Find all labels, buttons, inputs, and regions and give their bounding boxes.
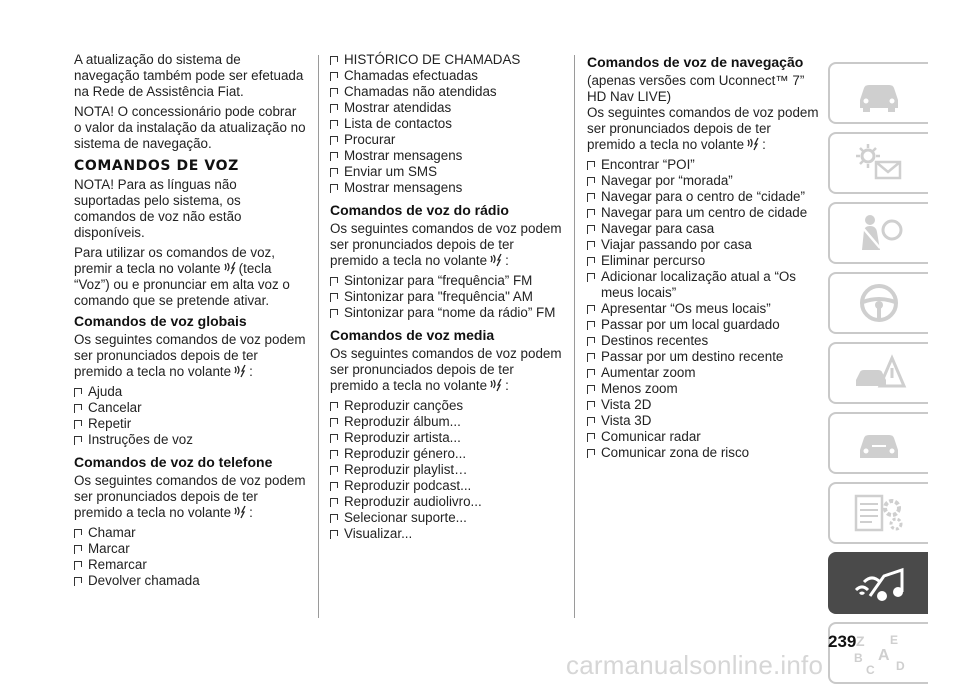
paragraph — [587, 105, 819, 153]
voice-button-icon — [223, 261, 237, 275]
list-item — [587, 413, 819, 429]
list-item — [74, 432, 306, 448]
list-item — [587, 253, 819, 269]
list-item-text: Chamar — [88, 525, 136, 540]
list-item-text: Visualizar... — [344, 526, 413, 541]
road-emergency-icon — [850, 350, 908, 396]
gear-data-icon — [850, 490, 908, 536]
list-item — [587, 173, 819, 189]
bullet-icon — [330, 402, 338, 408]
list-item — [587, 205, 819, 221]
colon: : — [249, 505, 253, 520]
list-item — [74, 541, 306, 557]
list-item-text: Menos zoom — [601, 381, 678, 396]
list-item-text: Navegar para o centro de “cidade” — [601, 189, 805, 204]
page-number: 239 — [828, 632, 857, 651]
list-item-text: Viajar passando por casa — [601, 237, 752, 252]
paragraph: A atualização do sistema de navegação também pode ser efetuada na Rede de Assistência Fiat. — [74, 52, 304, 99]
voice-button-icon — [233, 505, 247, 519]
list-item — [587, 157, 819, 173]
list-item — [330, 180, 565, 196]
command-list-radio — [330, 273, 565, 321]
command-list-phone-continued — [330, 52, 565, 196]
tab-emergency[interactable] — [828, 342, 928, 404]
bullet-icon — [587, 321, 595, 327]
list-item-text: Devolver chamada — [88, 573, 200, 588]
list-item-text: Lista de contactos — [344, 116, 452, 131]
list-item-text: Reproduzir álbum... — [344, 414, 461, 429]
list-item-text: Chamadas não atendidas — [344, 84, 497, 99]
list-item — [587, 317, 819, 333]
bullet-icon — [330, 152, 338, 158]
paragraph — [330, 221, 565, 269]
list-item — [330, 398, 565, 414]
list-item — [587, 429, 819, 445]
paragraph: (apenas versões com Uconnect™ 7” HD Nav LIVE) — [587, 73, 805, 104]
bullet-icon — [587, 193, 595, 199]
steering-wheel-icon — [850, 280, 908, 326]
bullet-icon — [587, 353, 595, 359]
list-item — [587, 333, 819, 349]
list-item — [330, 526, 565, 542]
command-list-media — [330, 398, 565, 542]
text: Os seguintes comandos de voz podem ser pronunciados depois de ter premido a tecla no volante — [74, 332, 306, 379]
column-1 — [74, 52, 306, 595]
bullet-icon — [330, 168, 338, 174]
multimedia-icon — [850, 560, 908, 606]
list-item-text: Mostrar mensagens — [344, 148, 463, 163]
bullet-icon — [587, 161, 595, 167]
bullet-icon — [587, 369, 595, 375]
command-list-phone — [74, 525, 306, 589]
list-item-text: Destinos recentes — [601, 333, 709, 348]
bullet-icon — [587, 433, 595, 439]
bullet-icon — [330, 104, 338, 110]
list-item — [587, 237, 819, 253]
list-item-text: Vista 2D — [601, 397, 652, 412]
list-item — [330, 84, 565, 100]
list-item — [330, 430, 565, 446]
bullet-icon — [587, 225, 595, 231]
index-letter: B — [854, 651, 863, 665]
car-maintenance-icon — [850, 420, 908, 466]
list-item-text: Apresentar “Os meus locais” — [601, 301, 771, 316]
bullet-icon — [74, 561, 82, 567]
paragraph — [74, 245, 306, 309]
list-item — [330, 273, 565, 289]
voice-button-icon — [746, 137, 760, 151]
list-item-text: Instruções de voz — [88, 432, 193, 447]
colon: : — [505, 253, 509, 268]
bullet-icon — [330, 72, 338, 78]
column-2 — [330, 52, 565, 548]
list-item-text: Mostrar mensagens — [344, 180, 463, 195]
bullet-icon — [74, 577, 82, 583]
chapter-tabs — [828, 62, 932, 692]
bullet-icon — [74, 388, 82, 394]
list-item — [74, 557, 306, 573]
list-item-text: Navegar por “morada” — [601, 173, 733, 188]
subsection-heading-radio: Comandos de voz do rádio — [330, 202, 509, 218]
list-item — [587, 381, 819, 397]
voice-button-icon — [489, 378, 503, 392]
list-item — [330, 148, 565, 164]
bullet-icon — [74, 436, 82, 442]
list-item — [330, 100, 565, 116]
bullet-icon — [74, 404, 82, 410]
bullet-icon — [74, 545, 82, 551]
bullet-icon — [587, 401, 595, 407]
list-item-text: Aumentar zoom — [601, 365, 696, 380]
bullet-icon — [587, 209, 595, 215]
list-item — [74, 384, 306, 400]
list-item-text: Passar por um destino recente — [601, 349, 784, 364]
list-item — [330, 462, 565, 478]
paragraph: NOTA! Para as línguas não suportadas pelo sistema, os comandos de voz não estão disponíveis. — [74, 177, 242, 240]
bullet-icon — [330, 88, 338, 94]
list-item-text: Reproduzir audiolivro... — [344, 494, 482, 509]
tab-starting-driving[interactable] — [828, 272, 928, 334]
bullet-icon — [587, 417, 595, 423]
list-item-text: Mostrar atendidas — [344, 100, 452, 115]
list-item — [587, 221, 819, 237]
index-letters-icon — [850, 630, 908, 676]
bullet-icon — [587, 241, 595, 247]
voice-button-icon — [233, 364, 247, 378]
list-item — [330, 510, 565, 526]
list-item — [330, 132, 565, 148]
bullet-icon — [587, 337, 595, 343]
list-item — [330, 305, 565, 321]
paragraph: NOTA! O concessionário pode cobrar o valor da instalação da atualização no sistema de navegação. — [74, 104, 306, 151]
list-item — [330, 116, 565, 132]
list-item-text: Ajuda — [88, 384, 123, 399]
list-item-text: Passar por um local guardado — [601, 317, 780, 332]
bullet-icon — [587, 177, 595, 183]
list-item-text: Procurar — [344, 132, 396, 147]
list-item — [330, 68, 565, 84]
paragraph — [74, 473, 306, 521]
subsection-heading-navigation: Comandos de voz de navegação — [587, 54, 804, 70]
text: Os seguintes comandos de voz podem ser pronunciados depois de ter premido a tecla no volante — [330, 221, 562, 268]
bullet-icon — [330, 466, 338, 472]
bullet-icon — [330, 184, 338, 190]
index-letter: E — [890, 633, 899, 647]
list-item — [74, 400, 306, 416]
list-item — [330, 494, 565, 510]
list-item-text: Repetir — [88, 416, 132, 431]
index-letter: C — [866, 663, 875, 676]
list-item — [587, 189, 819, 205]
list-item — [330, 164, 565, 180]
column-divider — [574, 55, 575, 618]
colon: : — [249, 364, 253, 379]
list-item-text: Enviar um SMS — [344, 164, 438, 179]
list-item-text: Remarcar — [88, 557, 147, 572]
tab-safety[interactable] — [828, 202, 928, 264]
index-letter: A — [878, 647, 890, 664]
colon: : — [762, 137, 766, 152]
list-item — [330, 446, 565, 462]
list-item — [330, 478, 565, 494]
list-item — [587, 269, 819, 301]
section-heading-voice-commands: COMANDOS DE VOZ — [74, 158, 239, 174]
paragraph — [74, 332, 306, 380]
dashboard-warning-icon — [850, 140, 908, 186]
tab-multimedia[interactable] — [828, 552, 928, 614]
list-item-text: Reproduzir podcast... — [344, 478, 472, 493]
bullet-icon — [330, 56, 338, 62]
text: Os seguintes comandos de voz podem ser pronunciados depois de ter premido a tecla no volante — [330, 346, 562, 393]
bullet-icon — [587, 273, 595, 279]
car-icon — [850, 70, 908, 116]
command-list-navigation — [587, 157, 819, 461]
bullet-icon — [330, 277, 338, 283]
column-divider — [318, 55, 319, 618]
index-letter: Z — [856, 633, 865, 649]
bullet-icon — [74, 420, 82, 426]
list-item-text: Comunicar radar — [601, 429, 701, 444]
list-item-text: Marcar — [88, 541, 130, 556]
subsection-heading-media: Comandos de voz media — [330, 327, 495, 343]
watermark: carmanualsonline.info — [566, 650, 824, 680]
list-item — [587, 445, 819, 461]
text: Os seguintes comandos de voz podem ser pronunciados depois de ter premido a tecla no volante — [587, 105, 819, 152]
index-letter: D — [896, 659, 905, 673]
bullet-icon — [587, 385, 595, 391]
list-item-text: Navegar para casa — [601, 221, 715, 236]
list-item-text: Comunicar zona de risco — [601, 445, 750, 460]
bullet-icon — [587, 305, 595, 311]
seatbelt-airbag-icon — [850, 210, 908, 256]
list-item-text: Reproduzir playlist… — [344, 462, 468, 477]
colon: : — [505, 378, 509, 393]
paragraph — [330, 346, 565, 394]
text: Para utilizar os comandos de voz, premir a tecla no volante — [74, 245, 275, 276]
list-item — [587, 365, 819, 381]
command-list-global — [74, 384, 306, 448]
list-item — [74, 416, 306, 432]
bullet-icon — [330, 418, 338, 424]
list-item — [74, 525, 306, 541]
tab-technical-data[interactable] — [828, 482, 928, 544]
tab-maintenance[interactable] — [828, 412, 928, 474]
list-item — [587, 301, 819, 317]
list-item — [330, 414, 565, 430]
bullet-icon — [330, 482, 338, 488]
list-item-text: Reproduzir artista... — [344, 430, 461, 445]
text: Os seguintes comandos de voz podem ser pronunciados depois de ter premido a tecla no volante — [74, 473, 306, 520]
bullet-icon — [330, 450, 338, 456]
list-item-text: Sintonizar para "frequência" AM — [344, 289, 533, 304]
tab-dashboard[interactable] — [828, 132, 928, 194]
list-item-text: Selecionar suporte... — [344, 510, 467, 525]
list-item-text: Sintonizar para “frequência” FM — [344, 273, 533, 288]
subsection-heading-phone: Comandos de voz do telefone — [74, 454, 273, 470]
list-item-text: Reproduzir género... — [344, 446, 467, 461]
bullet-icon — [330, 514, 338, 520]
list-item-text: Vista 3D — [601, 413, 652, 428]
list-item-text: HISTÓRICO DE CHAMADAS — [344, 52, 521, 67]
bullet-icon — [330, 309, 338, 315]
subsection-heading-global: Comandos de voz globais — [74, 313, 247, 329]
bullet-icon — [330, 120, 338, 126]
bullet-icon — [74, 529, 82, 535]
bullet-icon — [330, 498, 338, 504]
list-item — [330, 52, 565, 68]
list-item-text: Navegar para um centro de cidade — [601, 205, 808, 220]
bullet-icon — [330, 293, 338, 299]
list-item — [587, 349, 819, 365]
list-item-text: Sintonizar para “nome da rádio” FM — [344, 305, 556, 320]
list-item-text: Encontrar “POI” — [601, 157, 695, 172]
list-item-text: Chamadas efectuadas — [344, 68, 478, 83]
column-3 — [587, 52, 819, 467]
voice-button-icon — [489, 253, 503, 267]
list-item-text: Eliminar percurso — [601, 253, 706, 268]
tab-vehicle[interactable] — [828, 62, 928, 124]
list-item-text: Adicionar localização atual a “Os meus locais” — [601, 269, 797, 300]
bullet-icon — [330, 136, 338, 142]
text: (tecla “Voz”) ou e pronunciar em alta voz o comando que se pretende ativar. — [74, 261, 290, 308]
list-item-text: Reproduzir canções — [344, 398, 464, 413]
list-item — [330, 289, 565, 305]
list-item-text: Cancelar — [88, 400, 142, 415]
bullet-icon — [330, 530, 338, 536]
list-item — [587, 397, 819, 413]
list-item — [74, 573, 306, 589]
bullet-icon — [587, 449, 595, 455]
bullet-icon — [587, 257, 595, 263]
bullet-icon — [330, 434, 338, 440]
